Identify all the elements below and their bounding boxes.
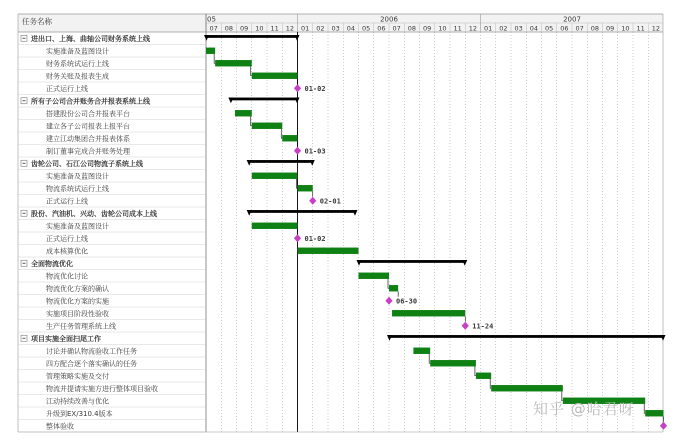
month-label: 10 (438, 24, 447, 33)
task-bar (359, 273, 390, 279)
task-bar (413, 348, 430, 354)
dependency-link (214, 54, 215, 63)
task-bar (252, 223, 298, 229)
milestone-date-label: 01-02 (304, 234, 326, 243)
milestone-diamond (294, 147, 301, 155)
summary-start-marker (387, 335, 392, 341)
summary-bar (249, 160, 313, 163)
summary-task-name: 股份、汽油机、兴动、齿轮公司成本上线 (31, 209, 157, 218)
summary-end-marker (661, 335, 666, 341)
dependency-link (281, 129, 282, 138)
month-label: 11 (636, 24, 645, 33)
task-bar (252, 173, 298, 179)
task-name: 财务关账及报表生成 (46, 72, 109, 81)
task-name: 制订董事完成合并账务处理 (46, 147, 130, 156)
month-label: 05 (361, 24, 371, 33)
task-name: 四方配合逐个落实确认的任务 (46, 359, 137, 368)
task-bar (476, 373, 491, 379)
month-label: 05 (544, 24, 554, 33)
month-label: 03 (331, 24, 340, 33)
summary-task-name: 项目实施全面扫尾工作 (31, 334, 101, 343)
task-name: 建立各子公司报表上报平台 (46, 122, 130, 131)
task-bar (252, 73, 298, 79)
task-name: 讨论并确认物流验收工作任务 (46, 347, 137, 356)
summary-bar (249, 210, 356, 213)
summary-end-marker (310, 160, 315, 166)
milestone-date-label: 06-30 (396, 297, 418, 306)
month-label: 01 (483, 24, 493, 33)
milestone-diamond (294, 234, 301, 242)
task-name: 江动持续改善与优化 (46, 397, 109, 406)
dependency-link (475, 366, 476, 375)
month-label: 11 (270, 24, 279, 33)
task-name: 生产任务管理系统上线 (46, 322, 116, 331)
summary-start-marker (357, 260, 362, 266)
summary-task-name: 齿轮公司、石江公司物流子系统上线 (31, 159, 143, 168)
task-bar (491, 385, 563, 391)
milestone-diamond (309, 197, 316, 205)
task-name: 实施项目阶段性验收 (46, 309, 109, 318)
summary-start-marker (247, 160, 252, 166)
month-label: 10 (621, 24, 630, 33)
task-name: 正式运行上线 (46, 234, 88, 243)
month-label: 03 (514, 24, 523, 33)
month-label: 11 (453, 24, 462, 33)
year-label: 2007 (563, 15, 581, 24)
summary-start-marker (228, 98, 233, 104)
task-name: 正式运行上线 (46, 197, 88, 206)
summary-task-name: 进出口、上海、曲轴公司财务系统上线 (31, 34, 150, 43)
month-label: 09 (422, 24, 432, 33)
month-label: 07 (392, 24, 401, 33)
summary-task-name: 所有子公司合并账务合并报表系统上线 (31, 97, 150, 106)
milestone-diamond (660, 422, 667, 430)
task-bar (252, 123, 283, 129)
task-bar (235, 110, 252, 116)
milestone-diamond (462, 322, 469, 330)
task-name: 实施准备及蓝图设计 (46, 172, 109, 181)
month-label: 04 (529, 24, 539, 33)
task-name: 成本核算优化 (46, 247, 88, 256)
task-name: 搭建股份公司合并报表平台 (46, 109, 130, 118)
task-name: 实施准备及蓝图设计 (46, 222, 109, 231)
summary-end-marker (295, 35, 300, 41)
task-bar (282, 135, 297, 141)
dependency-link (251, 116, 252, 125)
task-name: 建立江动集团合并报表体系 (46, 134, 130, 143)
month-label: 09 (239, 24, 249, 33)
month-label: 06 (560, 24, 569, 33)
milestone-date-label: 11-24 (472, 322, 494, 331)
task-name: 升级到EX/310.4版本 (46, 409, 113, 418)
dependency-link (490, 379, 491, 388)
summary-bar (206, 35, 298, 38)
task-name: 物流并提请实施方进行整体项目验收 (46, 384, 158, 393)
month-label: 12 (285, 24, 295, 33)
summary-task-name: 全面物流优化 (31, 259, 73, 268)
milestone-date-label: 02-01 (319, 197, 341, 206)
task-bar (645, 410, 663, 416)
milestone-date-label: 01-03 (304, 147, 326, 156)
month-label: 08 (407, 24, 417, 33)
month-label: 07 (209, 24, 218, 33)
task-name: 整体验收 (46, 422, 74, 431)
month-label: 08 (590, 24, 600, 33)
summary-end-marker (295, 98, 300, 104)
task-bar (430, 360, 476, 366)
task-name: 正式运行上线 (46, 84, 88, 93)
summary-start-marker (204, 35, 209, 41)
task-bar (389, 285, 398, 291)
month-label: 02 (499, 24, 508, 33)
month-label: 01 (300, 24, 310, 33)
milestone-diamond (294, 84, 301, 92)
summary-start-marker (247, 210, 252, 216)
task-bar (392, 310, 465, 316)
milestone-date-label: 01-02 (304, 84, 326, 93)
year-label: 05 (207, 15, 216, 24)
dependency-link (388, 279, 389, 288)
month-label: 04 (346, 24, 356, 33)
month-label: 06 (377, 24, 386, 33)
dependency-link (644, 404, 645, 413)
task-name: 物流系统试运行上线 (46, 184, 109, 193)
task-bar (298, 248, 359, 254)
month-label: 12 (651, 24, 661, 33)
milestone-diamond (385, 297, 392, 305)
month-label: 08 (224, 24, 234, 33)
task-bar (298, 185, 313, 191)
summary-bar (359, 260, 466, 263)
month-label: 09 (605, 24, 615, 33)
month-label: 12 (468, 24, 478, 33)
task-name: 管理策略实施及交付 (46, 372, 109, 381)
year-label: 2006 (380, 15, 398, 24)
task-name: 物流优化讨论 (46, 272, 88, 281)
task-name: 物流优化方案的实施 (46, 297, 109, 306)
summary-end-marker (462, 260, 467, 266)
month-label: 02 (316, 24, 325, 33)
task-name: 财务系统试运行上线 (46, 59, 109, 68)
task-name: 物流优化方案的确认 (46, 284, 109, 293)
month-label: 07 (575, 24, 584, 33)
summary-bar (389, 335, 664, 338)
summary-end-marker (352, 210, 357, 216)
summary-bar (230, 98, 297, 101)
month-label: 10 (255, 24, 264, 33)
task-name: 实施准备及蓝图设计 (46, 47, 109, 56)
dependency-link (429, 354, 430, 363)
task-bar (215, 60, 252, 66)
watermark: 知乎 @哈君呀 (533, 400, 635, 418)
task-bar (206, 48, 215, 54)
task-name-column-header: 任务名称 (22, 17, 52, 26)
